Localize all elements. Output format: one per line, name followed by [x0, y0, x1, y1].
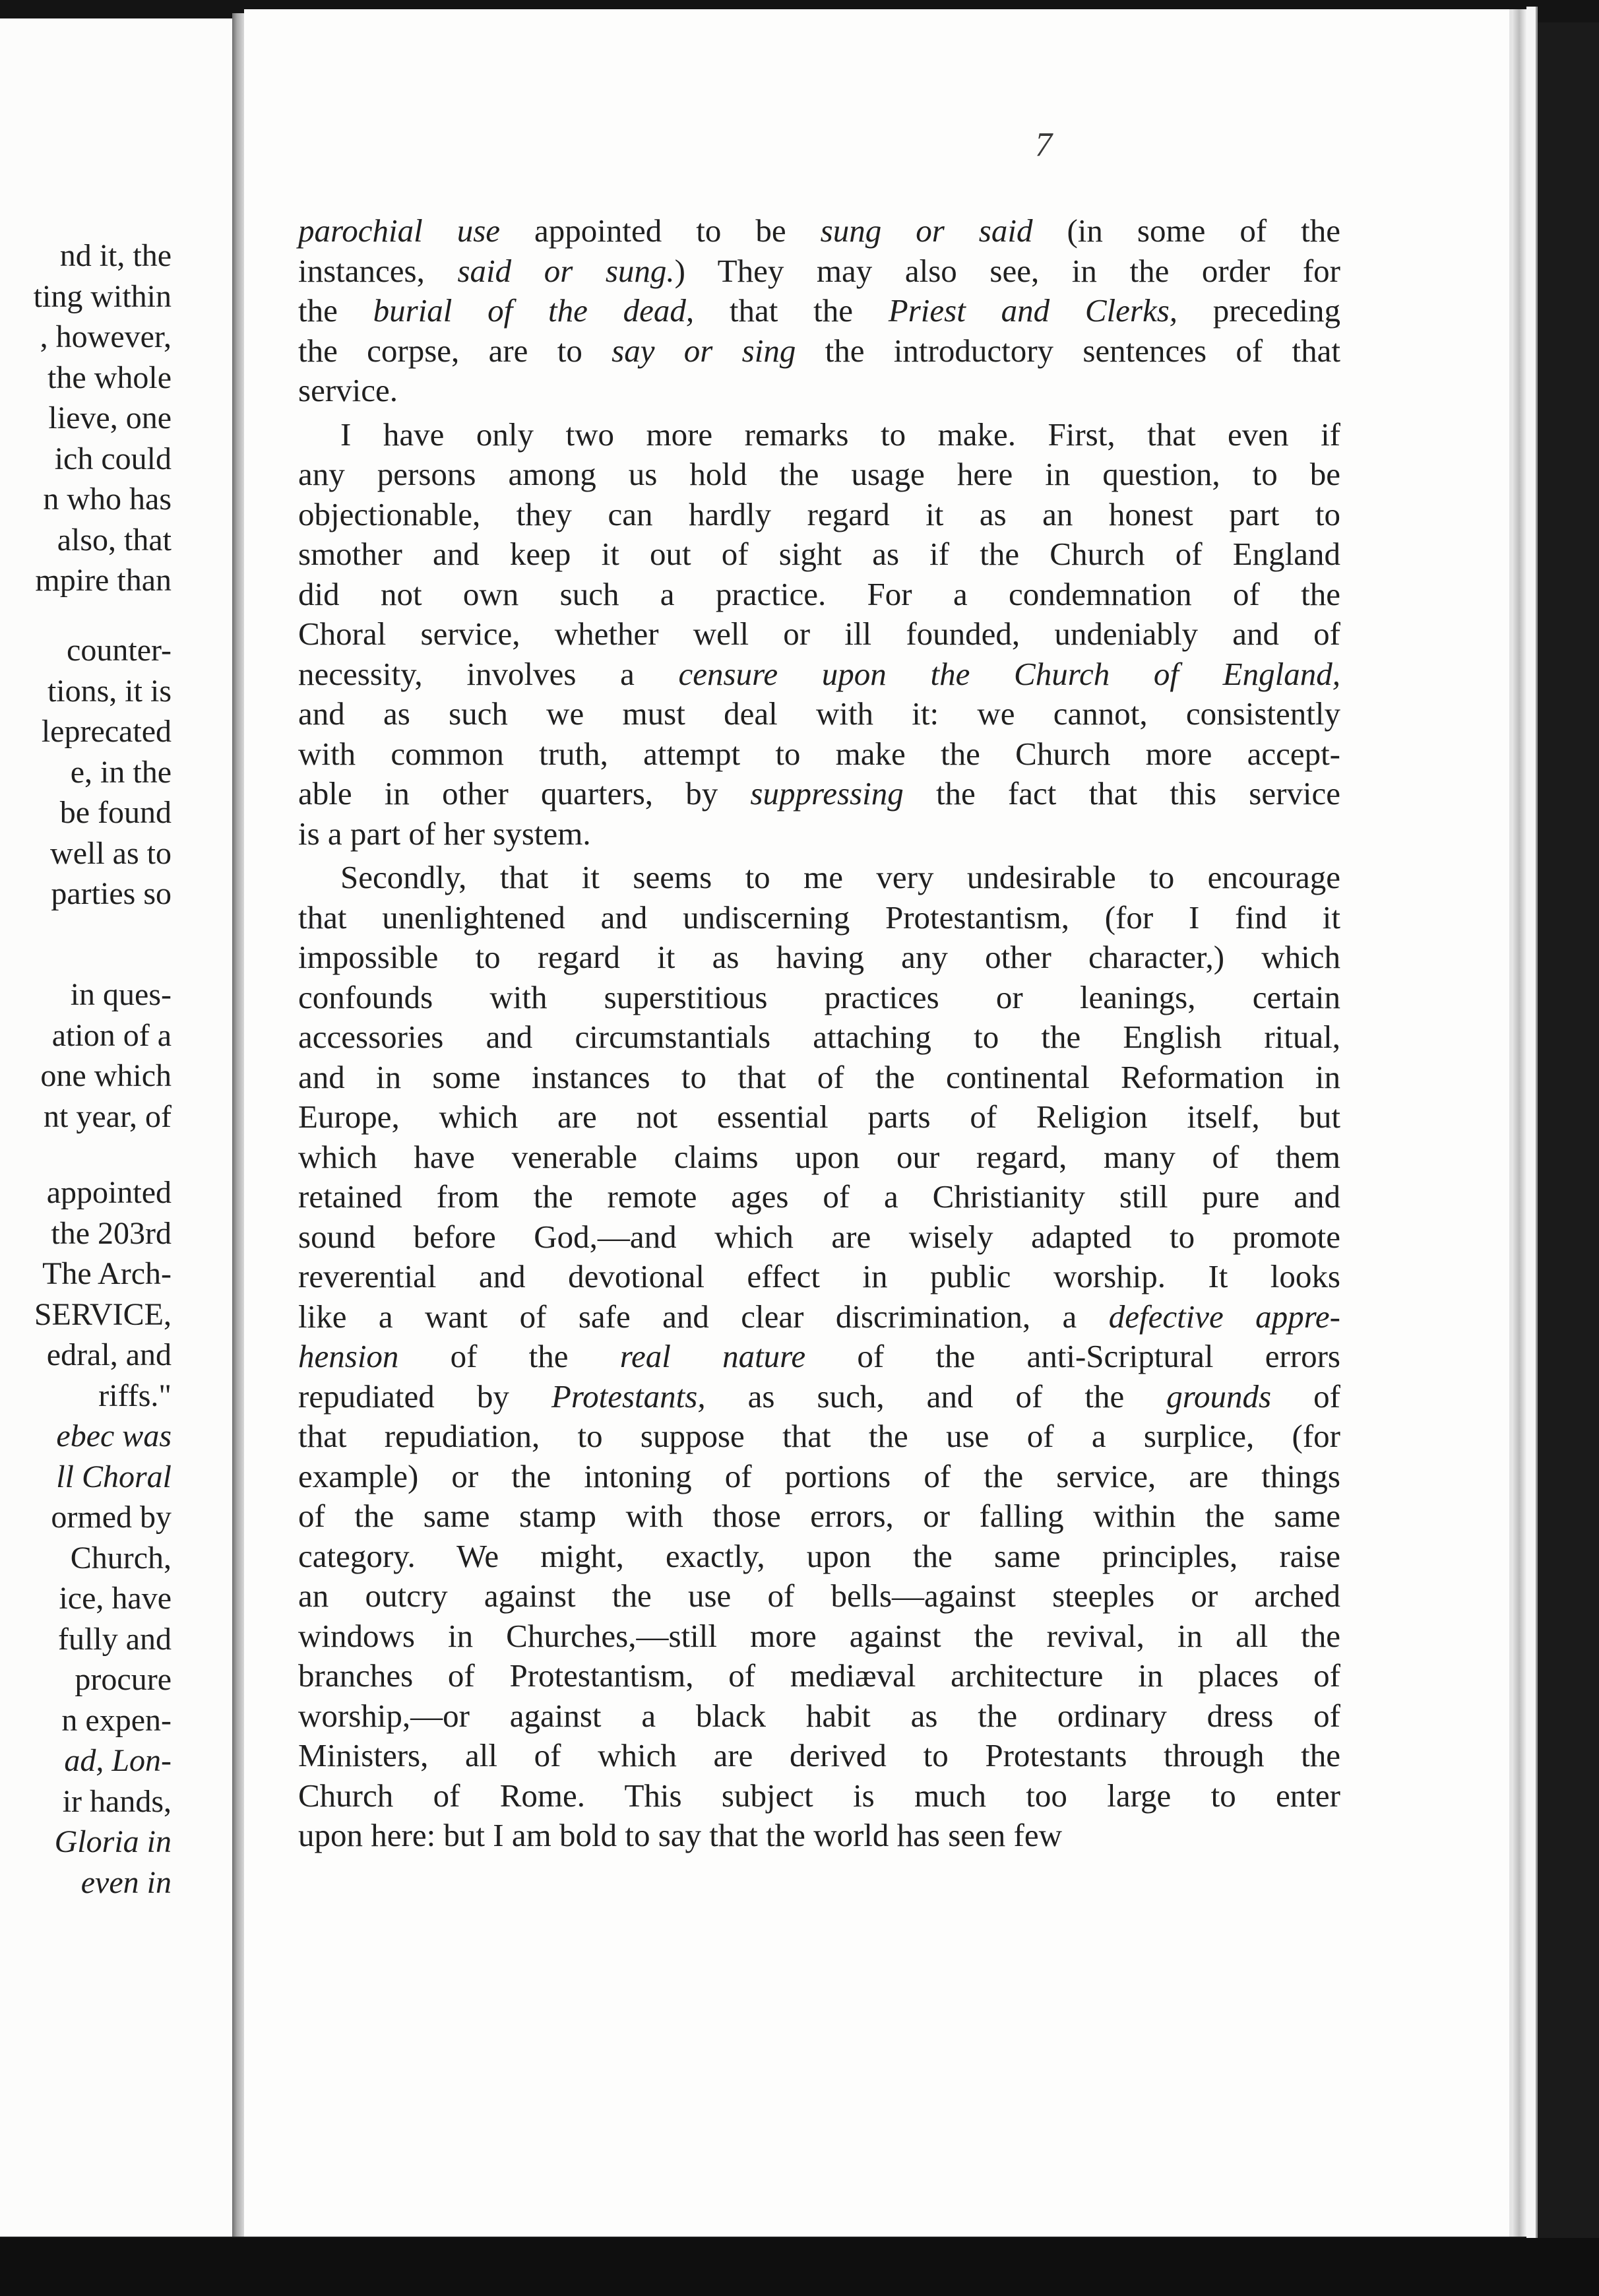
text-run: category. We might, exactly, upon the same principles, raise	[298, 1537, 1340, 1574]
text-run: of the same stamp with those errors, or falling within the same	[298, 1498, 1340, 1534]
text-line	[298, 814, 1340, 854]
previous-page-line: lieve, one	[48, 400, 172, 435]
text-run: that the	[694, 292, 889, 329]
text-run: able in other quarters, by	[298, 775, 751, 812]
text-run: of the	[398, 1338, 620, 1374]
text-line	[298, 211, 1340, 251]
text-line	[298, 774, 1340, 814]
text-run: the fact that this service	[903, 775, 1341, 812]
text-run: I have only two more remarks to make. First, that even if	[340, 416, 1340, 453]
page-edge	[1512, 9, 1526, 2237]
previous-page-line: n who has	[43, 482, 172, 517]
text-line	[298, 455, 1340, 495]
previous-page-line: the whole	[47, 360, 172, 395]
text-run: branches of Protestantism, of mediæval architecture in places of	[298, 1657, 1340, 1694]
text-run: Europe, which are not essential parts of Religion itself, but	[298, 1099, 1340, 1135]
page-edge-shadow	[1526, 7, 1538, 2239]
text-run: with common truth, attempt to make the Church more accept-	[298, 735, 1340, 772]
text-run: service.	[298, 372, 398, 408]
previous-page-line: nt year, of	[44, 1099, 172, 1134]
previous-page	[0, 18, 234, 2237]
previous-page-line: n expen-	[61, 1702, 172, 1738]
italic-text: Protestants,	[551, 1378, 706, 1415]
text-run: of	[1271, 1378, 1340, 1415]
previous-page-line: mpire than	[35, 563, 172, 598]
previous-page-line: , however,	[40, 319, 172, 354]
text-run: did not own such a practice. For a condemnation of the	[298, 575, 1340, 612]
text-run: an outcry against the use of bells—against steeples or arched	[298, 1578, 1340, 1614]
previous-page-line: ad, Lon-	[64, 1743, 172, 1778]
text-run: and in some instances to that of the continental Reformation in	[298, 1058, 1340, 1095]
italic-text: sung or said	[820, 212, 1033, 249]
text-run: any persons among us hold the usage here in question, to be	[298, 456, 1340, 492]
text-line	[298, 1656, 1340, 1696]
previous-page-line: ice, have	[59, 1581, 172, 1616]
text-line	[298, 331, 1340, 371]
text-run: which have venerable claims upon our regard, many of them	[298, 1138, 1340, 1175]
text-line	[298, 415, 1340, 455]
text-line	[298, 291, 1340, 331]
italic-text: say or sing	[611, 332, 796, 369]
text-line	[298, 978, 1340, 1018]
italic-text: hension	[298, 1338, 399, 1374]
text-run: that unenlightened and undiscerning Protestantism, (for I find it	[298, 899, 1340, 936]
previous-page-line: Gloria in	[54, 1824, 172, 1859]
italic-text: said or sung.	[457, 252, 675, 289]
scan-bottom-border	[0, 2238, 1599, 2296]
text-line	[298, 371, 1340, 411]
text-run: Church of Rome. This subject is much too large to enter	[298, 1777, 1340, 1814]
page-body-text	[298, 211, 1340, 1860]
text-line	[298, 1736, 1340, 1776]
italic-text: Priest and Clerks,	[888, 292, 1178, 329]
text-run: upon here: but I am bold to say that the world has seen few	[298, 1817, 1063, 1853]
text-line	[298, 1257, 1340, 1297]
previous-page-line: tions, it is	[47, 673, 172, 709]
text-run: instances,	[298, 252, 458, 289]
previous-page-line: Church,	[70, 1540, 172, 1576]
text-line	[298, 1177, 1340, 1217]
text-run: Choral service, whether well or ill founded, undeniably and of	[298, 616, 1340, 652]
text-run: necessity, involves a	[298, 655, 679, 692]
text-run: Secondly, that it seems to me very undesirable to encourage	[340, 859, 1340, 895]
text-line	[298, 938, 1340, 978]
text-line	[298, 734, 1340, 775]
text-line	[298, 1417, 1340, 1457]
italic-text: suppressing	[750, 775, 904, 812]
previous-page-line: ebec was	[56, 1419, 172, 1453]
text-run: Ministers, all of which are derived to Protestants through the	[298, 1737, 1340, 1773]
book-gutter	[232, 13, 244, 2237]
text-run: smother and keep it out of sight as if the Church of England	[298, 536, 1340, 572]
text-line	[298, 1696, 1340, 1737]
text-run: impossible to regard it as having any other character,) which	[298, 939, 1340, 975]
previous-page-line: ormed by	[51, 1500, 172, 1535]
text-run: example) or the intoning of portions of the service, are things	[298, 1457, 1340, 1494]
text-line	[298, 1058, 1340, 1098]
previous-page-line: be found	[59, 795, 172, 830]
italic-text: parochial use	[298, 212, 501, 249]
previous-page-line: e, in the	[70, 754, 172, 790]
text-line	[298, 495, 1340, 535]
italic-text: real nature	[619, 1338, 806, 1374]
previous-page-line: SERVICE,	[34, 1296, 172, 1332]
text-run: is a part of her system.	[298, 815, 591, 852]
text-run: like a want of safe and clear discrimination, a	[298, 1298, 1109, 1335]
previous-page-line: leprecated	[41, 714, 172, 749]
text-run: objectionable, they can hardly regard it as an honest part to	[298, 495, 1340, 532]
text-line	[298, 1576, 1340, 1616]
text-line	[298, 1017, 1340, 1058]
italic-text: censure upon the Church of England,	[678, 655, 1340, 692]
previous-page-line: the 203rd	[51, 1215, 172, 1251]
text-line	[298, 1377, 1340, 1417]
previous-page-line: riffs."	[98, 1378, 172, 1413]
previous-page-line: procure	[75, 1662, 172, 1697]
italic-text: defective appre-	[1108, 1298, 1340, 1335]
text-run: sound before God,—and which are wisely adapted to promote	[298, 1218, 1340, 1255]
previous-page-line: in ques-	[70, 977, 172, 1012]
text-run: retained from the remote ages of a Christianity still pure and	[298, 1178, 1340, 1215]
text-run: appointed to be	[500, 212, 821, 249]
previous-page-line: fully and	[58, 1621, 172, 1657]
text-line	[298, 1457, 1340, 1497]
text-line	[298, 1217, 1340, 1258]
text-line	[298, 1776, 1340, 1816]
previous-page-line: ich could	[54, 441, 172, 476]
previous-page-line: parties so	[51, 876, 172, 911]
text-run: of the anti-Scriptural errors	[805, 1338, 1340, 1374]
text-line	[298, 1816, 1340, 1856]
text-run: as such, and of the	[705, 1378, 1167, 1415]
previous-page-line: ation of a	[51, 1017, 172, 1053]
text-line	[298, 898, 1340, 938]
text-run: windows in Churches,—still more against the revival, in all the	[298, 1617, 1340, 1654]
text-line	[298, 1616, 1340, 1657]
previous-page-line: counter-	[67, 633, 172, 668]
text-run: and as such we must deal with it: we cannot, consistently	[298, 695, 1340, 732]
text-line	[298, 858, 1340, 898]
text-line	[298, 534, 1340, 575]
text-run: reverential and devotional effect in public worship. It looks	[298, 1258, 1340, 1294]
text-run: the corpse, are to	[298, 332, 612, 369]
text-run: confounds with superstitious practices or leanings, certain	[298, 978, 1340, 1015]
text-run: (in some of the	[1032, 212, 1341, 249]
text-line	[298, 654, 1340, 695]
page-number: 7	[1035, 126, 1052, 164]
previous-page-line: one which	[40, 1058, 172, 1093]
italic-text: grounds	[1166, 1378, 1272, 1415]
text-run: worship,—or against a black habit as the ordinary dress of	[298, 1697, 1340, 1734]
previous-page-line: The Arch-	[42, 1256, 172, 1291]
previous-page-line: ll Choral	[56, 1459, 172, 1494]
text-line	[298, 614, 1340, 654]
text-line	[298, 1337, 1340, 1377]
previous-page-line: edral, and	[46, 1337, 172, 1372]
text-line	[298, 1097, 1340, 1137]
text-line	[298, 575, 1340, 615]
text-line	[298, 1297, 1340, 1337]
italic-text: burial of the dead,	[373, 292, 695, 329]
text-run: preceding	[1177, 292, 1340, 329]
previous-page-line: ir hands,	[62, 1783, 172, 1819]
text-run: accessories and circumstantials attaching to the English ritual,	[298, 1019, 1340, 1055]
text-run: ) They may also see, in the order for	[674, 252, 1340, 289]
text-line	[298, 1137, 1340, 1178]
text-run: repudiated by	[298, 1378, 551, 1415]
text-line	[298, 1496, 1340, 1537]
previous-page-line: also, that	[57, 522, 172, 558]
previous-page-line: appointed	[46, 1175, 172, 1210]
text-line	[298, 251, 1340, 292]
text-run: that repudiation, to suppose that the use of a surplice, (for	[298, 1418, 1340, 1454]
text-run: the introductory sentences of that	[796, 332, 1340, 369]
previous-page-line: ting within	[33, 278, 172, 314]
previous-page-line: even in	[80, 1865, 172, 1900]
previous-page-line: well as to	[50, 835, 172, 871]
text-run: the	[298, 292, 373, 329]
previous-page-line: nd it, the	[59, 238, 172, 273]
text-line	[298, 694, 1340, 734]
text-line	[298, 1537, 1340, 1577]
